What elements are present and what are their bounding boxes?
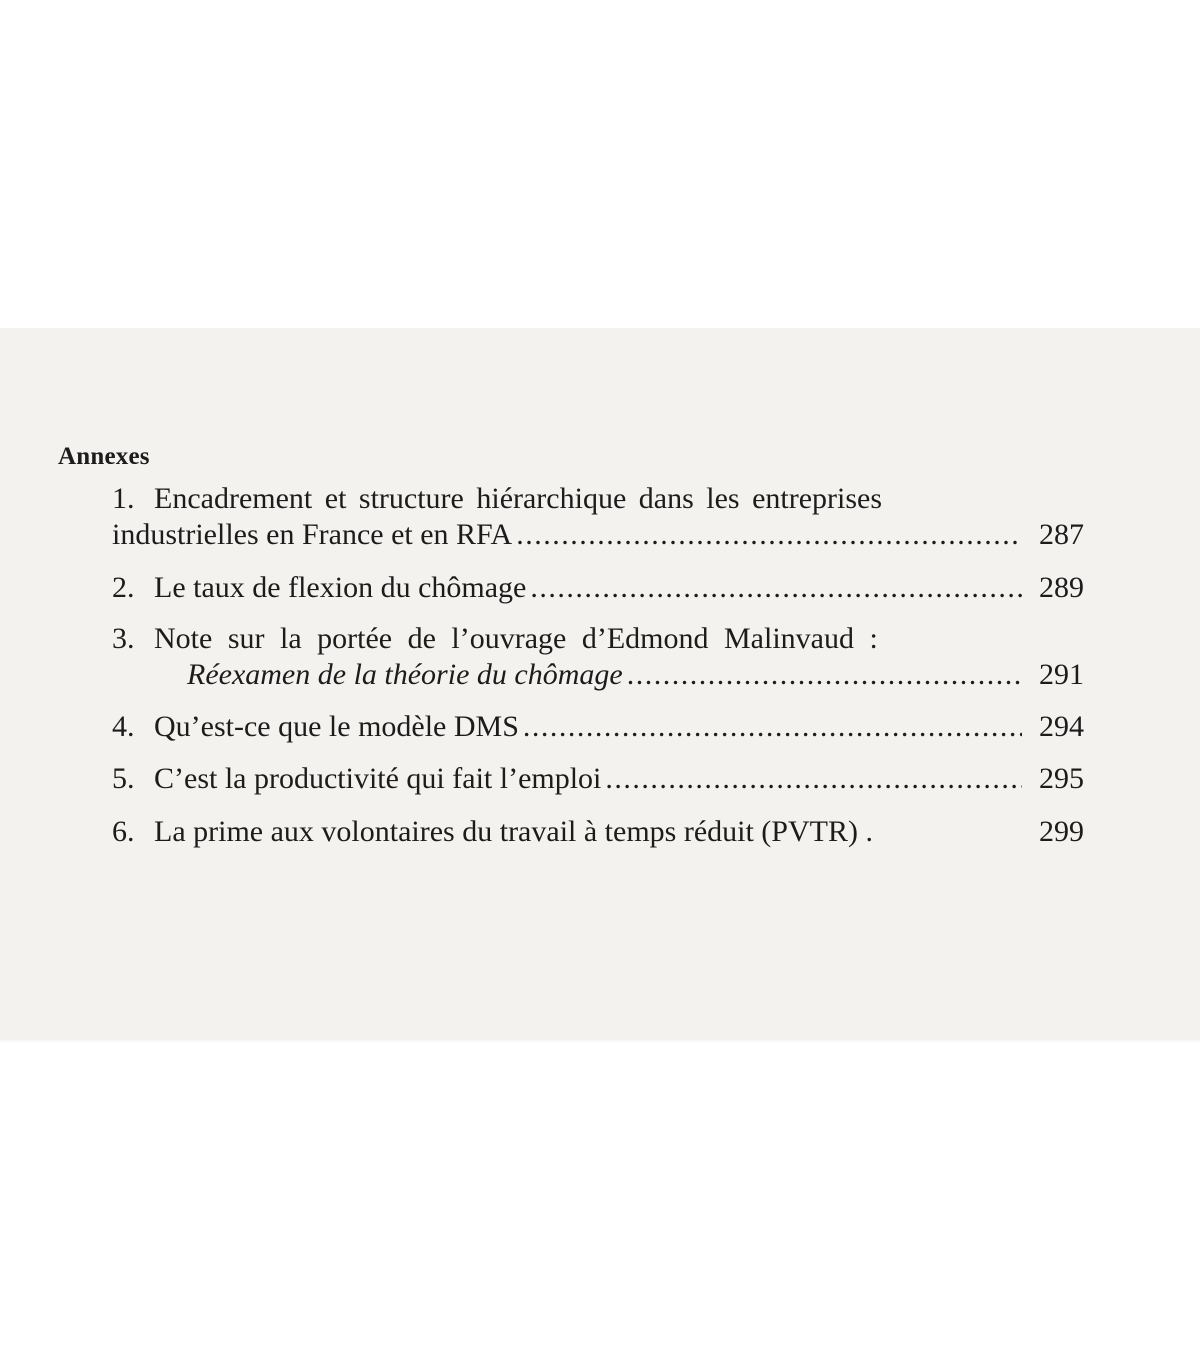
entry-number: 4. (112, 710, 135, 743)
entry-number: 2. (112, 571, 135, 604)
entry-title-line2: industrielles en France et en RFA (112, 518, 513, 551)
toc-entry-3 (112, 621, 1084, 693)
entry-page-number: 294 (1039, 710, 1084, 743)
entry-title-line1: Encadrement et structure hiérarchique dans les entreprises (154, 482, 883, 515)
entry-page-number: 299 (1039, 815, 1084, 848)
entry-page-number: 295 (1039, 762, 1084, 795)
toc-entry-4 (112, 709, 1084, 745)
entry-title-line1: Note sur la portée de l’ouvrage d’Edmond Malinvaud : (154, 622, 878, 655)
entry-title: Qu’est-ce que le modèle DMS (154, 710, 519, 743)
entry-page-number: 291 (1039, 658, 1084, 691)
dot-leader (627, 657, 1022, 693)
entry-number: 5. (112, 762, 135, 795)
dot-leader (523, 709, 1022, 745)
entry-title: La prime aux volontaires du travail à temps réduit (PVTR) . (154, 815, 873, 848)
entry-number: 6. (112, 815, 135, 848)
entry-title-line2: Réexamen de la théorie du chômage (187, 658, 623, 691)
dot-leader (605, 761, 1022, 797)
entry-page-number: 287 (1039, 518, 1084, 551)
entry-number: 1. (112, 482, 135, 515)
entry-number: 3. (112, 622, 135, 655)
section-heading: Annexes (58, 443, 150, 470)
toc-entry-5 (112, 761, 1084, 797)
dot-leader (516, 517, 1022, 553)
annexes-section (0, 328, 1200, 1040)
entry-title: Le taux de flexion du chômage (154, 571, 527, 604)
book-page (0, 328, 1200, 1040)
toc-entry-2 (112, 570, 1084, 606)
entry-title: C’est la productivité qui fait l’emploi (154, 762, 602, 795)
dot-leader (530, 570, 1022, 606)
toc-entry-1 (112, 481, 1084, 553)
toc-entry-6 (112, 814, 1084, 850)
entry-page-number: 289 (1039, 571, 1084, 604)
